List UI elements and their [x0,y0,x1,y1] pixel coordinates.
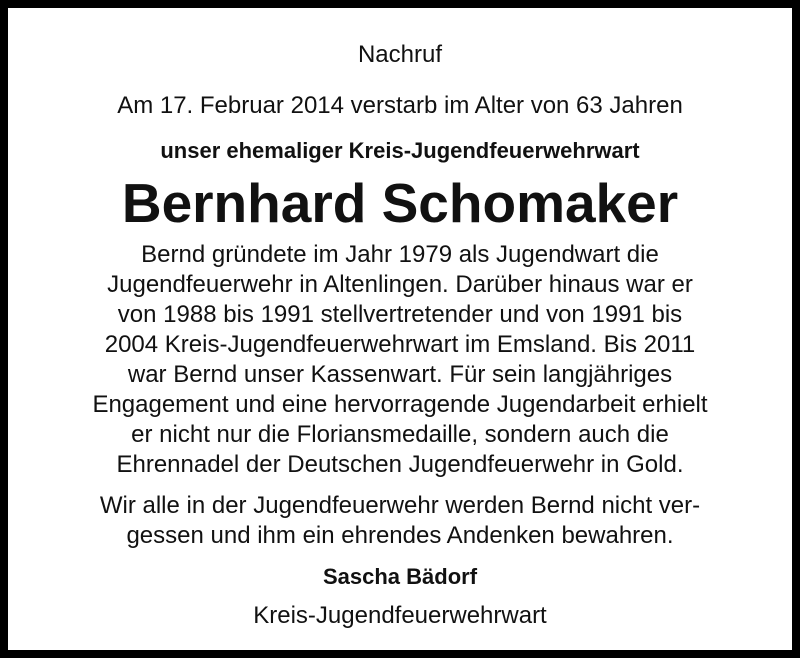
notice-heading: Nachruf [357,41,443,68]
tribute-line: 2004 Kreis-Jugendfeuerwehrwart im Emsland. Bis 2011 [104,331,696,358]
tribute-line: von 1988 bis 1991 stellvertretender und von 1991 bis [117,301,683,328]
tribute-line: Ehrennadel der Deutschen Jugendfeuerwehr in Gold. [116,451,684,478]
former-role-line: unser ehemaliger Kreis-Jugendfeuerwehrwart [160,138,640,163]
tribute-line: Bernd gründete im Jahr 1979 als Jugendwart die [141,241,659,268]
closing-line: gessen und ihm ein ehrendes Andenken bewahren. [126,522,674,549]
deceased-name: Bernhard Schomaker [121,172,679,234]
closing-line: Wir alle in der Jugendfeuerwehr werden Bernd nicht ver- [99,492,701,519]
tribute-paragraph [8,240,792,480]
tribute-line: Engagement und eine hervorragende Jugendarbeit erhielt [92,391,708,418]
signer-name: Sascha Bädorf [322,564,478,589]
tribute-line: war Bernd unser Kassenwart. Für sein langjähriges [127,361,673,388]
tribute-line: er nicht nur die Floriansmedaille, sondern auch die [131,421,669,448]
signer-role: Kreis-Jugendfeuerwehrwart [253,602,547,629]
death-date-line: Am 17. Februar 2014 verstarb im Alter von 63 Jahren [117,92,683,119]
tribute-line: Jugendfeuerwehr in Altenlingen. Darüber hinaus war er [107,271,693,298]
closing-paragraph [8,491,792,551]
